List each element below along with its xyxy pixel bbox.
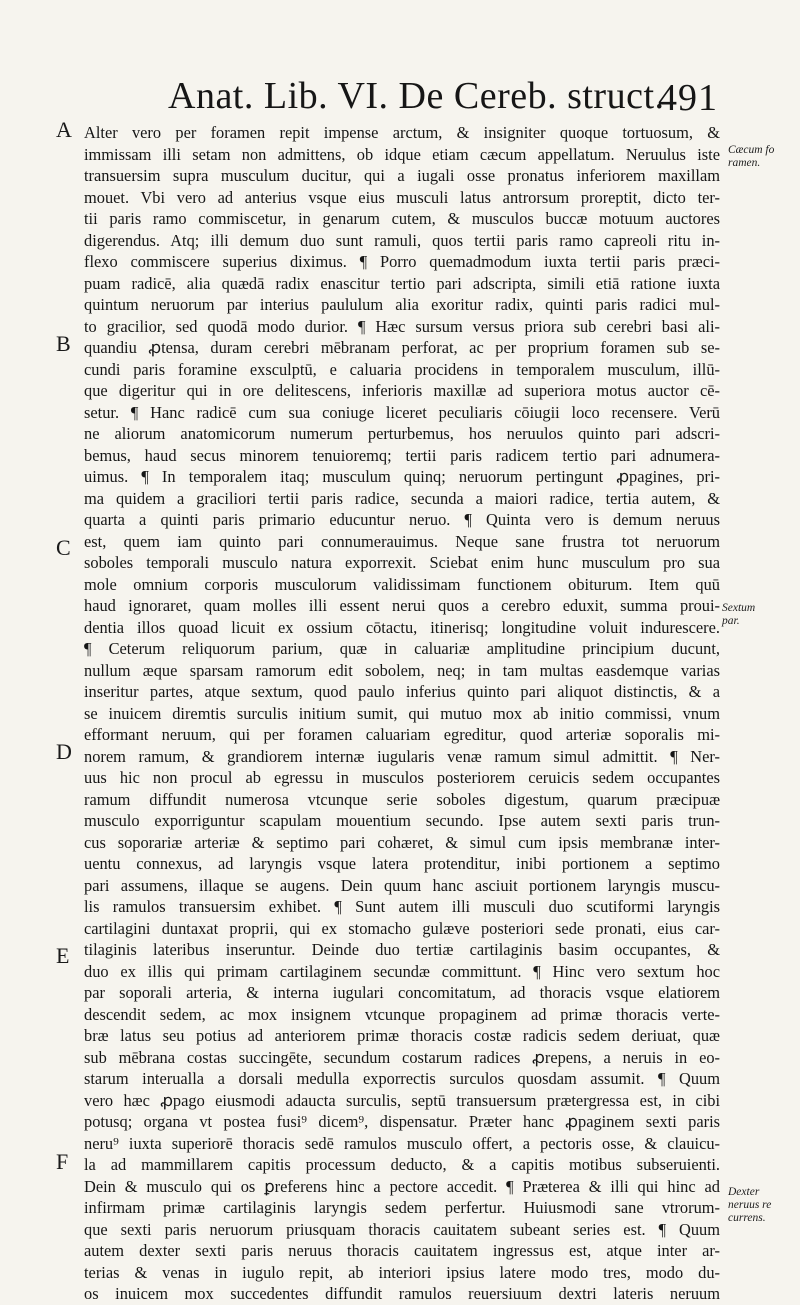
text-line: est, quem iam quinto pari connumerauimus. Neque sane frustra tot neruorum [84,531,720,551]
text-line: cartilagini duntaxat proprii, qui ex stomacho gulæve posteriori sede pronati, eius car- [84,918,720,938]
text-line: ne aliorum anatomicorum numerum perturbemus, hos neruulos quinto pari adscri- [84,424,720,443]
side-note-sextum-par: Sextum par. [722,602,756,627]
body-text [84,122,720,1305]
section-letter-f: F [56,1149,69,1174]
text-line: efformant neruum, qui per foramen caluariam egreditur, quod arteriæ soporalis mi- [84,725,720,744]
running-header [168,70,728,122]
text-line: cus soporariæ arteriæ & septimo pari cohæret, & simul cum ipsis membranæ inter- [84,832,720,852]
text-line: transuersim supra musculum ducitur, qui a iugali osse pronatus inferiorem maxillam [84,166,720,185]
text-line: ramum diffundit numerosa vtcunque serie soboles digestum, quarum præcipuæ [84,789,720,809]
text-line: musculo exporriguntur scapulam mouentium secundo. Ipse autem sexti paris trun- [84,811,720,830]
text-line: puam radicē, alia quædā radix enascitur tertio pari adscripta, simili etiā ratione iuxta [84,273,720,293]
text-line: ma quidem a graciliori tertii paris radice, secunda a maiori radice, tertia autem, & [84,488,720,508]
text-line: Dein & musculo qui os ꝑreferens hinc a pectore accedit. ¶ Præterea & illi qui hinc ad [84,1176,720,1196]
text-line: potusq; organa vt postea fusi⁹ dicem⁹, dispensatur. Præter hanc ꝓpaginem sexti paris [84,1112,720,1131]
text-line: ¶ Ceterum reliquorum parium, quæ in caluariæ amplitudine principium ducunt, [84,639,720,658]
section-letter-b: B [56,331,71,356]
page-number: 491 [658,77,718,119]
text-line: autem dexter sexti paris neruus thoracis cauitatem ingressus est, atque inter ar- [84,1241,720,1260]
section-letter-a: A [56,117,72,142]
text-line: haud ignoraret, quam molles illi essent nerui quos a cerebro eduxit, summa proui- [84,596,720,615]
text-line: la ad mammillarem capitis processum deducto, & a capitis motibus subseruienti. [84,1155,720,1174]
text-line: vero hæc ꝓpago eiusmodi adaucta surculis, septū transuersum prætergressa est, in cibi [84,1090,720,1110]
side-note-dexter-neruus: Dexter neruus re currens. [728,1186,772,1224]
text-line: Alter vero per foramen repit impense arctum, & insigniter quoque tortuosum, & [84,123,720,142]
text-line: to gracilior, sed quodā modo durior. ¶ Hæc sursum versus priora sub cerebri basi ali- [84,316,720,336]
text-line: tii paris ramo commiscetur, in genarum cutem, & musculos buccæ motuum auctores [84,209,720,228]
text-line: quarta a quinti paris primario educuntur neruo. ¶ Quinta vero is demum neruus [84,510,720,529]
text-line: os inuicem mox succedentes diffundit ramulos reuersiuum dextri lateris neruum [84,1284,720,1303]
text-line: dentia illos quoad licuit ex ossium cōtactu, itinerisq; longitudine voluit indurescere. [84,617,720,637]
text-line: neru⁹ iuxta superiorē thoracis sedē ramulos musculo offert, a pectoris osse, & clauicu- [84,1133,720,1153]
section-letter-c: C [56,535,71,560]
header-title: Anat. Lib. VI. De Cereb. struct. [168,75,665,117]
text-line: tilaginis lateribus inseruntur. Deinde duo tertiæ cartilaginis basim occupantes, & [84,940,720,959]
text-line: quandiu ꝓtensa, duram cerebri mēbranam perforat, ac per proprium foramen sub se- [84,338,720,357]
text-line: lis ramulos transuersim exhibet. ¶ Sunt autem illi musculi duo scutiformi laryngis [84,897,720,916]
text-line: uentu connexus, ad laryngis vsque latera protenditur, inibi portionem a septimo [84,854,720,873]
text-line: pari assumens, illaque se augens. Dein quum hanc asciuit portionem laryngis muscu- [84,875,720,895]
section-letter-d: D [56,739,72,764]
text-line: nullum æque sparsam ramorum edit sobolem, neq; in tam multas easdemque varias [84,660,720,680]
text-line: norem ramum, & grandiorem internæ iugularis venæ ramum simul admittit. ¶ Ner- [84,746,720,766]
text-line: digerendus. Atq; illi demum duo sunt ramuli, quos tertii paris ramo capreoli ritu in- [84,230,720,250]
text-line: infirmam primæ cartilaginis laryngis sedem perfertur. Huiusmodi sane vtrorum- [84,1198,720,1217]
text-line: quintum neruorum par interius paululum alia exoritur radix, quinti paris radici mul- [84,295,720,314]
text-line: duo ex illis qui primam cartilaginem secundæ committunt. ¶ Hinc vero sextum hoc [84,961,720,981]
text-line: uus hic non procul ab egressu in musculos posteriorem ceruicis sedem occupantes [84,768,720,787]
text-line: mole omnium corporis musculorum validissimam functionem obiturum. Item quū [84,574,720,594]
text-line: bemus, haud secus minorem tenuioremq; tertii paris radicem tertio pari adnumera- [84,445,720,465]
text-line: descendit sedem, ac mox insignem vtcunque propaginem ad primæ thoracis verte- [84,1004,720,1024]
text-line: sub mēbrana costas succingēte, secundum costarum radices ꝓrepens, a neruis in eo- [84,1047,720,1067]
text-line: starum interualla a dorsali medulla exporrectis surculos quosdam assumit. ¶ Quum [84,1069,720,1088]
text-line: que digeritur qui in ore delitescens, inferioris maxillæ ad superiora motus auctor cē- [84,381,720,400]
text-line: immissam illi setam non admittens, ob idque etiam cæcum appellatum. Neruulus iste [84,144,720,164]
text-line: flexo commiscere superius diximus. ¶ Porro quemadmodum iuxta tertii paris præci- [84,252,720,271]
text-line: inseritur partes, atque sextum, quod paulo inferius quinto pari aliquot distinctis, & a [84,682,720,701]
section-letter-e: E [56,943,70,968]
text-line: cundi paris foramine exsculptū, e caluaria procidens in temporalem musculum, illū- [84,359,720,379]
text-line: setur. ¶ Hanc radicē cum sua coniuge liceret peculiaris cōiugii loco recensere. Verū [84,402,720,422]
text-line: se inuicem diremtis surculis initium sumit, qui mutuo mox ab initio commissi, vnum [84,703,720,723]
text-line: uimus. ¶ In temporalem itaq; musculum quinq; neruorum pertingunt ꝓpagines, pri- [84,467,720,486]
side-note-caecum-foramen: Cæcum fo ramen. [728,144,775,169]
text-line: par soporali arteria, & interna iugulari concomitatum, ad thoracis vsque elatiorem [84,983,720,1002]
text-line: bræ latus seu potius ad anteriorem primæ thoracis costæ radicis sedem deriuat, quæ [84,1026,720,1045]
text-line: mouet. Vbi vero ad anterius vsque eius musculi latus antrorsum proreptit, dicto ter- [84,187,720,207]
text-line: terias & venas in iugulo repit, ab interiori ipsius latere modo tres, modo du- [84,1262,720,1282]
text-line: soboles temporali musculo natura exporrexit. Sciebat enim hunc musculum pro sua [84,553,720,572]
text-line: que sexti paris neruorum priusquam thoracis cauitatem subeant series est. ¶ Quum [84,1219,720,1239]
